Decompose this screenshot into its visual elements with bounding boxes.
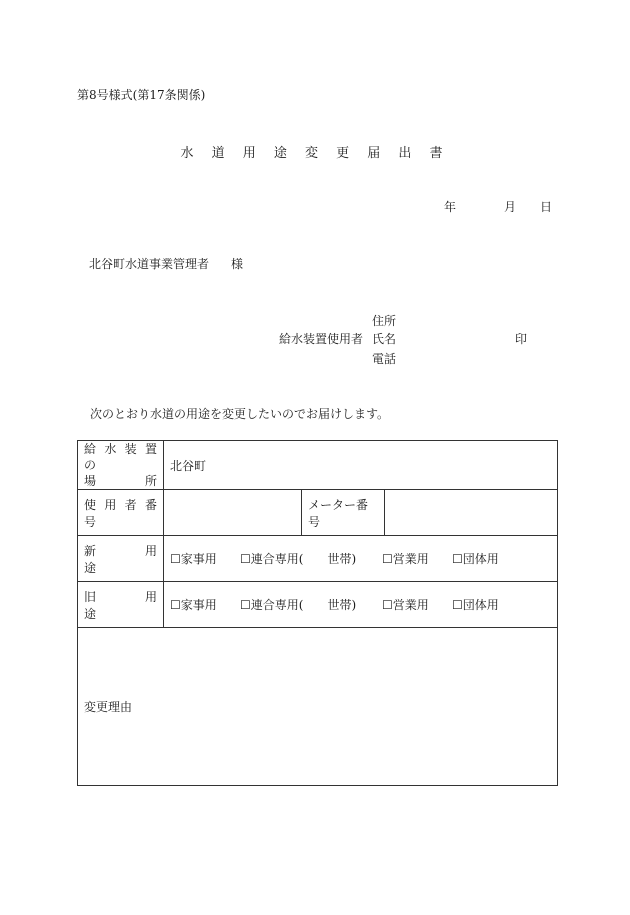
meter-number-label: メーター番号	[302, 490, 385, 536]
new-use-row	[78, 536, 558, 582]
meter-number-field[interactable]	[385, 490, 558, 536]
old-use-options	[164, 582, 558, 628]
seal-mark: 印	[515, 332, 528, 346]
new-use-options	[164, 536, 558, 582]
date-year-label: 年	[444, 200, 457, 214]
old-use-group-checkbox[interactable]: ☐団体用	[452, 598, 499, 612]
document-title: 水 道 用 途 変 更 届 出 書	[180, 146, 450, 161]
name-label: 氏名	[372, 332, 397, 346]
new-use-label: 新 用 途	[78, 536, 164, 582]
new-use-business-checkbox[interactable]: ☐営業用	[382, 552, 429, 566]
applicant-label: 給水装置使用者	[279, 332, 364, 346]
old-use-row	[78, 582, 558, 628]
old-use-label: 旧 用 途	[78, 582, 164, 628]
location-value[interactable]: 北谷町	[164, 441, 558, 490]
location-label: 給 水 装 置 の 場 所	[78, 441, 164, 490]
new-use-household-checkbox[interactable]: ☐家事用	[170, 552, 217, 566]
intro-text: 次のとおり水道の用途を変更したいのでお届けします。	[90, 407, 390, 421]
location-row	[78, 441, 558, 490]
phone-label: 電話	[372, 352, 397, 366]
old-use-business-checkbox[interactable]: ☐営業用	[382, 598, 429, 612]
old-use-shared-checkbox[interactable]: ☐連合専用( 世帯)	[240, 598, 357, 612]
user-number-label: 使 用 者 番 号	[78, 490, 164, 536]
user-number-field[interactable]	[164, 490, 302, 536]
reason-label: 変更理由	[84, 700, 133, 714]
date-month-label: 月	[504, 200, 517, 214]
old-use-household-checkbox[interactable]: ☐家事用	[170, 598, 217, 612]
number-row	[78, 490, 558, 536]
addressee-name: 北谷町水道事業管理者	[89, 257, 210, 271]
addressee	[89, 255, 243, 272]
form-number: 第8号様式(第17条関係)	[77, 88, 206, 102]
new-use-group-checkbox[interactable]: ☐団体用	[452, 552, 499, 566]
new-use-shared-checkbox[interactable]: ☐連合専用( 世帯)	[240, 552, 357, 566]
address-label: 住所	[372, 314, 397, 328]
form-table	[77, 440, 558, 786]
reason-row	[78, 628, 558, 786]
date-day-label: 日	[540, 200, 553, 214]
addressee-suffix: 様	[231, 257, 244, 271]
reason-field[interactable]	[78, 628, 558, 786]
date-line	[444, 198, 552, 215]
